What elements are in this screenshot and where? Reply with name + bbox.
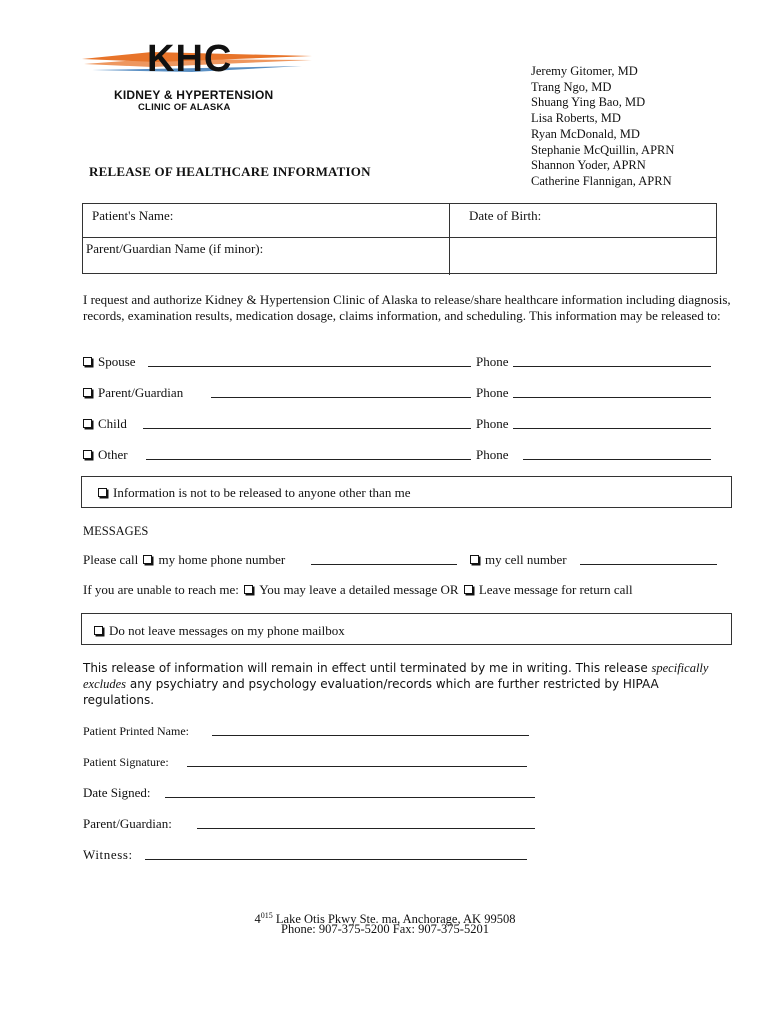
- other-phone-line[interactable]: [523, 449, 711, 460]
- release-spouse-row: [83, 354, 136, 370]
- parent-guardian-label: Parent/Guardian:: [83, 816, 172, 831]
- witness-label: Witness:: [83, 847, 133, 862]
- guardian-label: Parent/Guardian: [98, 385, 184, 400]
- patient-info-box: [82, 203, 717, 274]
- authorization-text: I request and authorize Kidney & Hypertension Clinic of Alaska to release/share healthcare information including diagnosis, records, examination results, medication dosage, claims information, and scheduling. This information may be released to:: [83, 292, 731, 323]
- home-phone-label: my home phone number: [158, 552, 286, 567]
- cell-phone-label: my cell number: [485, 552, 567, 567]
- no-mailbox-option: [94, 623, 345, 639]
- please-call-row: [83, 552, 285, 568]
- home-phone-checkbox[interactable]: [143, 555, 152, 564]
- signature-label: Patient Signature:: [83, 755, 169, 769]
- release-child-row: [83, 416, 127, 432]
- child-name-line[interactable]: [143, 418, 471, 429]
- signature-line[interactable]: [187, 756, 527, 767]
- cell-phone-option: [470, 552, 567, 568]
- footer-phone-fax: Phone: 907-375-5200 Fax: 907-375-5201: [281, 922, 489, 936]
- effect-text-part2: any psychiatry and psychology evaluation/records which are further restricted by HIPAA regulations.: [83, 677, 659, 707]
- date-signed-line[interactable]: [165, 787, 535, 798]
- other-label: Other: [98, 447, 128, 462]
- no-release-label: Information is not to be released to anyone other than me: [113, 485, 411, 500]
- unable-reach-row: [83, 582, 633, 598]
- cell-phone-line[interactable]: [580, 554, 717, 565]
- provider-name: Shuang Ying Bao, MD: [531, 95, 646, 110]
- provider-name: Trang Ngo, MD: [531, 79, 612, 94]
- no-release-checkbox[interactable]: [98, 488, 107, 497]
- logo-subtitle-line1: KIDNEY & HYPERTENSION: [114, 88, 274, 102]
- effect-text-part1: This release of information will remain in effect until terminated by me in writing. This release: [83, 661, 652, 675]
- provider-name: Ryan McDonald, MD: [531, 126, 640, 141]
- home-phone-line[interactable]: [311, 554, 457, 565]
- box-divider: [449, 204, 450, 275]
- no-release-box: [81, 476, 732, 508]
- child-phone-line[interactable]: [513, 418, 711, 429]
- guardian-name-line[interactable]: [211, 387, 471, 398]
- return-call-label: Leave message for return call: [478, 582, 633, 597]
- no-release-option: [98, 485, 410, 501]
- guardian-phone-line[interactable]: [513, 387, 711, 398]
- detailed-message-checkbox[interactable]: [244, 585, 253, 594]
- spouse-name-line[interactable]: [148, 356, 471, 367]
- guardian-checkbox[interactable]: [83, 388, 92, 397]
- spouse-checkbox[interactable]: [83, 357, 92, 366]
- no-mailbox-box: [81, 613, 732, 645]
- witness-line[interactable]: [145, 849, 527, 860]
- spouse-label: Spouse: [98, 354, 136, 369]
- other-phone-label: Phone: [476, 447, 509, 462]
- spouse-phone-line[interactable]: [513, 356, 711, 367]
- other-checkbox[interactable]: [83, 450, 92, 459]
- cell-phone-checkbox[interactable]: [470, 555, 479, 564]
- box-divider: [83, 237, 716, 238]
- release-effect-text: [83, 660, 733, 708]
- guardian-name-label: Parent/Guardian Name (if minor):: [86, 241, 264, 256]
- logo-subtitle-line2: CLINIC OF ALASKA: [138, 102, 231, 113]
- provider-list: [531, 64, 674, 190]
- return-call-checkbox[interactable]: [464, 585, 473, 594]
- provider-name: Catherine Flannigan, APRN: [531, 173, 672, 188]
- date-signed-label: Date Signed:: [83, 785, 151, 800]
- logo-wordmark: KHC: [147, 38, 233, 80]
- printed-name-label: Patient Printed Name:: [83, 724, 189, 738]
- document-title: RELEASE OF HEALTHCARE INFORMATION: [89, 164, 371, 179]
- spouse-phone-label: Phone: [476, 354, 509, 369]
- address-number: 4: [254, 912, 261, 927]
- release-guardian-row: [83, 385, 183, 401]
- date-of-birth-label: Date of Birth:: [469, 208, 542, 223]
- release-other-row: [83, 447, 128, 463]
- child-phone-label: Phone: [476, 416, 509, 431]
- child-checkbox[interactable]: [83, 419, 92, 428]
- parent-guardian-line[interactable]: [197, 818, 535, 829]
- provider-name: Jeremy Gitomer, MD: [531, 64, 638, 78]
- address-street: Lake Otis Pkwy Ste. ma, Anchorage, AK 99508: [272, 912, 516, 927]
- address-superscript: 015: [260, 911, 273, 920]
- child-label: Child: [98, 416, 127, 431]
- please-call-label: Please call: [83, 552, 139, 567]
- no-mailbox-label: Do not leave messages on my phone mailbox: [109, 623, 345, 638]
- guardian-phone-label: Phone: [476, 385, 509, 400]
- patient-name-label: Patient's Name:: [92, 208, 174, 223]
- detailed-message-label: You may leave a detailed message OR: [259, 582, 459, 597]
- no-mailbox-checkbox[interactable]: [94, 626, 103, 635]
- messages-heading: MESSAGES: [83, 524, 149, 538]
- printed-name-line[interactable]: [212, 725, 529, 736]
- provider-name: Lisa Roberts, MD: [531, 111, 621, 126]
- unable-reach-label: If you are unable to reach me:: [83, 582, 239, 597]
- provider-name: Stephanie McQuillin, APRN: [531, 142, 675, 157]
- provider-name: Shannon Yoder, APRN: [531, 158, 646, 173]
- other-name-line[interactable]: [146, 449, 471, 460]
- effect-text-emphasis: specifically excludes: [83, 661, 709, 691]
